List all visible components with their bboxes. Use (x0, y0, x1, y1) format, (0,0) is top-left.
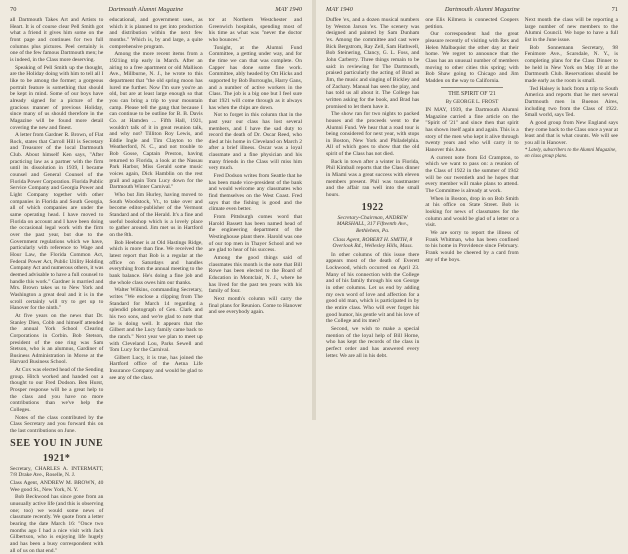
footnote: * Lately, subscribers to the Alumni Magazine, on class group plans. (524, 148, 617, 160)
left-page (0, 0, 312, 554)
article-paragraph: Not to forget in this column that in the past year our class has lost several members, and I have the sad duty to record the death of Dr. Oscar Reed, who died at his home in Cleveland on March 2 after a brief illness. Oscar was a loyal classmate and a fine physician and his many friends in the Class will miss him very much. (208, 112, 302, 172)
article-paragraph: Bob Sonnemann Secretary, 98 Fenimore Ave., Scarsdale, N. Y., is completing plans for the Class Dinner to be held in New York on May 10 at the Dartmouth Club. Reservations should be made early as the room is small. (524, 44, 618, 84)
page-number: 70 (10, 6, 17, 13)
left-page-columns (10, 17, 302, 554)
article-paragraph: Bob Beckwood has since gone from an unusually active life (and this is observing one; too) we would some news of classmate recently. We quote from a letter bearing the date March 16: "Once two months ago I had a nice visit with Jack Gilbertson, who is enjoying life hugely and has been a busy correspondent with all of us on that end." (10, 494, 104, 554)
article-paragraph: Walter Wilkins, commanding Secretary, writes "We enclose a clipping from The Standard for March 14 regarding a splendid photograph of Gen. Clark and his two sons, and we're glad to note that he is doing well. It appears that the Gilbert and the Lucy family came back to the ranch." Next year we plan to meet up with Cleveland Lou, Parks Sewell and Tom Lucy for the Carnival. (109, 287, 203, 354)
article-paragraph: one Elis Kilmera is connected Coopers petition. (425, 17, 519, 30)
article-paragraph: Next month the class will be reporting a large number of new members to the Alumni Council. We hope to have a full list in the June issue. (524, 17, 618, 43)
class-agent-line: Class Agent, ROBERT H. SMITH, 8 Overlook Rd., Wellesley Hills, Mass. (332, 236, 413, 250)
left-page-header (10, 6, 302, 14)
article-paragraph: Fred Dodson writes from Seattle that he has been made vice-president of the bank and would welcome any classmates who find themselves on the West Coast. Fred says that the fishing is good and the climate even better. (208, 173, 302, 213)
left-column-3 (209, 17, 302, 417)
article-paragraph: A letter from Gardner R. Brown, of Flat Rock, states that Carroll Hill is Secretary and Treasurer of the local Dartmouth Club. About himself Ken says, "After practicing law as a partner with the firm until its dissolution in 1939, I became counsel and General Counsel of the Florida Power Corporation. Florida Public Service Company and Georgia Power and Light Company together with other companies in Florida and South Georgia, all of which companies are under the same operating head. I have moved to Florida on account and I have been doing the occasional legal work with the firm over the past year, but due to the Government regulations which we have, particularly with reference to Wage and Hour Law, the Florida Common Act, Federal Power Act, Public Utility Holding Company Act and numerous others, it was deemed advisable to have a full counsel to handle this work." Gardner is married and Mrs. Brown takes us to New York and Washington a great deal and it is in the scroll certainly will try to get up to Hanover for the ninth." (10, 132, 104, 312)
feature-author: By GEORGE L. FROST (445, 98, 499, 105)
issue-date: MAY 1940 (275, 6, 302, 13)
left-column-1 (10, 17, 104, 554)
article-paragraph: At Cox was elected head of the Sending group. Hitch worked and handed out a thought to our Fred Dodson. Ben Hurst, Prosper response will be a great help to the class and you have no more contributions than we've help the Colleges. (10, 367, 104, 414)
article-paragraph: Gilbert Lucy, it is true, has joined the Hartford office of the Aetna Life Insurance Company and would be glad to see any of the class. (109, 354, 203, 381)
feature-intro: IN MAY, 1939, the Dartmouth Alumni Magazine carried a fine article on the "Spirit of '21" and since then that spirit has shown itself again and again. This is a story of the men who kept it alive through twenty years and who will carry it to Hanover this June. (425, 107, 519, 153)
secretary-line: Secretary, CHARLES A. INTERMATT, 7/8 Drake Ave., Roselle, N. J. (10, 465, 104, 479)
article-paragraph: Bob Heebner is at Old Hastings Ridge, which is more than fine. We received the latest report that Bob is a regular at the office on Saturdays and handles everything from the annual meeting to the bank balance. He's doing a fine job and the whole class owes him our thanks. (109, 239, 203, 286)
right-page-columns (326, 17, 618, 417)
right-page (316, 0, 628, 420)
right-page-header (326, 6, 618, 14)
article-paragraph: A good group from New England says they come back to the Class once a year at least and that is what counts. We will see you all in Hanover. (524, 119, 618, 146)
class-agent-line: Class Agent, ANDREW M. BROWN, 40 Wee good St., New York, N. Y. (10, 480, 104, 493)
section-divider (441, 87, 502, 88)
article-paragraph: In other columns of this issue there appears most of the death of Everett Lockwood, which occurred on April 23. Many of his connection with the College and of his family through his son George in other columns. Let us end by adding my own word of love and affection for a good old man, which is participated in by the entire class. Who will ever forget his good humor, his gentle wit and his love of the College and its men? (326, 251, 420, 325)
section-heading: SEE YOU IN JUNE (10, 437, 104, 449)
article-paragraph: We are sorry to report the illness of Frank Whitman, who has been confined to his home in Providence since February. Frank would be cheered by a card from any of the boys. (425, 229, 519, 263)
article-paragraph: Tonight, at the Alumni Fund Committee, a getting under way, and for the time we can that was complete. On Capper has done some fine work. Committee, ably headed by Ott Hicks and supported by Bob Burroughs, Harry Gans, and a number of active workers in the Class. The job is a big one but I feel sure that 1921 will come through as it always has when the chips are down. (208, 44, 302, 111)
left-column-2 (109, 17, 202, 417)
right-column-1 (326, 17, 419, 417)
issue-date: MAY 1940 (326, 6, 353, 13)
article-paragraph: educational, and government uses, as which it is planned to get into production and distribution within the next few months." Which is, by and large, a quite comprehensive program. (109, 17, 203, 50)
article-paragraph: Notes of the class contributed by the Class Secretary and you forward this on the last contributions on June. (10, 414, 104, 435)
article-paragraph: At five years on the news that Dr. Stanley Dien, Cobb and himself attended the annual York School Clearing Corporations in Corbin. Bob Stetson, president of the one ring was Sam Stetson, who is an alumnus, Gardiner of Business Administration in Morse at the Harvard Business School. (10, 312, 104, 366)
article-paragraph: Next month's column will carry the final plans for Reunion. Come to Hanover and see everybody again. (208, 295, 302, 316)
article-paragraph: tor at Northern Westchester and Greenwich hospitals, spending most of his time as what was "never the doctor who bounces." (208, 17, 302, 43)
article-paragraph: Our correspondent had the great pleasure recently of visiting with Rex and Helen Malbaquist the other day at their home. We regret to announce that the Class has an unusual number of members moving to other cities this spring; with Bob Shaw going to Chicago and Jim Madden on the way to California. (425, 31, 519, 84)
feature-title: THE SPIRIT OF '21 (448, 90, 496, 97)
article-paragraph: Among the more recent items from a 1921ing trip early in March. After an airing to a free apartment or old Mallison Ave., Millburne, N. J., he wrote to this department that "the old spring moon has lured me further. Now I'm sure you're an old, but are at least large enough so that you can bring a trip to your mountain camp. Please tell the gang that because I can continue to be outline for B. B. Davis Co. at Hamden ... Fifth Hall, 1921, wouldn't talk of it in great reunion talk, and why not? Tilliton Roy Lewis, and Eddie Ingle and Tim Clayton to the Weatherford, N. C., and not trouble to Bob Gosse, Captain Preston, having returned to Florida, a look at the Nassau Park Harbor, Miss Gerald some music voices again, Dick Hamblin on the rest grail and again Tom Lucy down for the Dartmouth Winter Carnival." (109, 51, 203, 191)
right-column-2 (425, 17, 518, 417)
article-paragraph: all Dartmouth Takes Art and Artists to Heart. It is of course clear Pell Smith got what a friend it gives him some on the front page and continues for two full columns plus pictures. Peel certainly is one of the few famous Dartmouth men; he is indeed, in the Class more deserving. (10, 17, 104, 63)
article-paragraph: Back in town after a winter in Florida, Phil Kimball reports that the Class dinner in Miami was a great success with eleven members present. Phil was toastmaster and the affair ran well into the small hours. (326, 158, 420, 199)
magazine-title: Dartmouth Alumni Magazine (108, 6, 184, 13)
article-paragraph: From Pittsburgh comes word that Harold Bassett has been named head of the engineering department of the Westinghouse plant there. Harold was one of our top men in Thayer School and we are glad to hear of his success. (208, 214, 302, 254)
article-paragraph: Second, we wish to make a special mention of the loyal help of Bill Horne, who has kept the records of the class in perfect order and has answered every letter. We are all in his debt. (326, 325, 420, 359)
magazine-title: Dartmouth Alumni Magazine (444, 6, 520, 13)
article-paragraph: Who but Jim Hurley, having moved to South Woodstock, Vt., to take over and become editor-publisher of the Vermont Standard and of the Herald. It's a fine and useful bookshop which is a lovely place to gather around. Jim met us in Hartford on the 8th. (109, 192, 203, 238)
article-paragraph: Duffee 'ex, and a dozen musical numbers by Weston Jarson 'ex. The scenery was designed and painted by Sam Dunham 'ex. Among the committee and cast were Bick Bergstrom, Ray Zell, Sam Hathwell, Bob Steinering, Clancy, G. L. Foss, and John Carberry. Three things remain to be said: in reviewing for The Dartmouth, praised particularly the acting of Brad as Jim, the music and singing of Bickley and of Zachary. Manual has seen the play, and has told us all about it. The College has written asking for the book, and Brad has promised to let them have it. (326, 17, 420, 110)
right-column-3 (525, 17, 618, 417)
secretary-line: Secretary-Chairman, ANDREW MARSHALL, 317 Fifteenth Ave., Bethlehem, Pa. (336, 214, 409, 234)
article-paragraph: Ted Halsey is back from a trip to South America and reports that he met several Dartmouth men in Buenos Aires, including two from the Class of 1922. Small world, says Ted. (524, 85, 618, 119)
article-paragraph: The show ran for two nights to packed houses and the proceeds went to the Alumni Fund. We hear that a road tour is being considered for next year, with stops in Boston, New York and Philadelphia. All of which goes to show that the old spirit of the Class has not died. (326, 111, 420, 158)
article-paragraph: Among the good things said of classmates this month is the note that Bill Rowe has been elected to the Board of Education in Montclair, N. J., where he has lived for the past ten years with his family of four. (208, 254, 302, 295)
class-year-heading: 1922 (361, 201, 384, 213)
page-number: 71 (611, 6, 618, 13)
article-paragraph: A current note from Ed Crampton, to which we want to pass on: a reunion of the Class of 1922 in the summer of 1942 will be our twentieth and he hopes that every member will make plans to attend. The Committee is already at work. (425, 154, 519, 194)
class-year-heading: 1921* (42, 452, 71, 464)
article-paragraph: When in Boston, drop in on Bob Smith at his office on State Street. Bob is looking for news of classmates for the column and would be glad of a letter or a visit. (425, 195, 519, 229)
article-paragraph: Speaking of Pell Smith up the thought, are the Holiday doing with him to tell all I like to be among the former; a gorgeous portrait feature is something that should be kept in mind. Some of our boys have already signed for a picture of the gracious manner of previous Holiday, since many of us should therefore in the Magazine will be found more detail covering the new and finest. (10, 64, 104, 131)
